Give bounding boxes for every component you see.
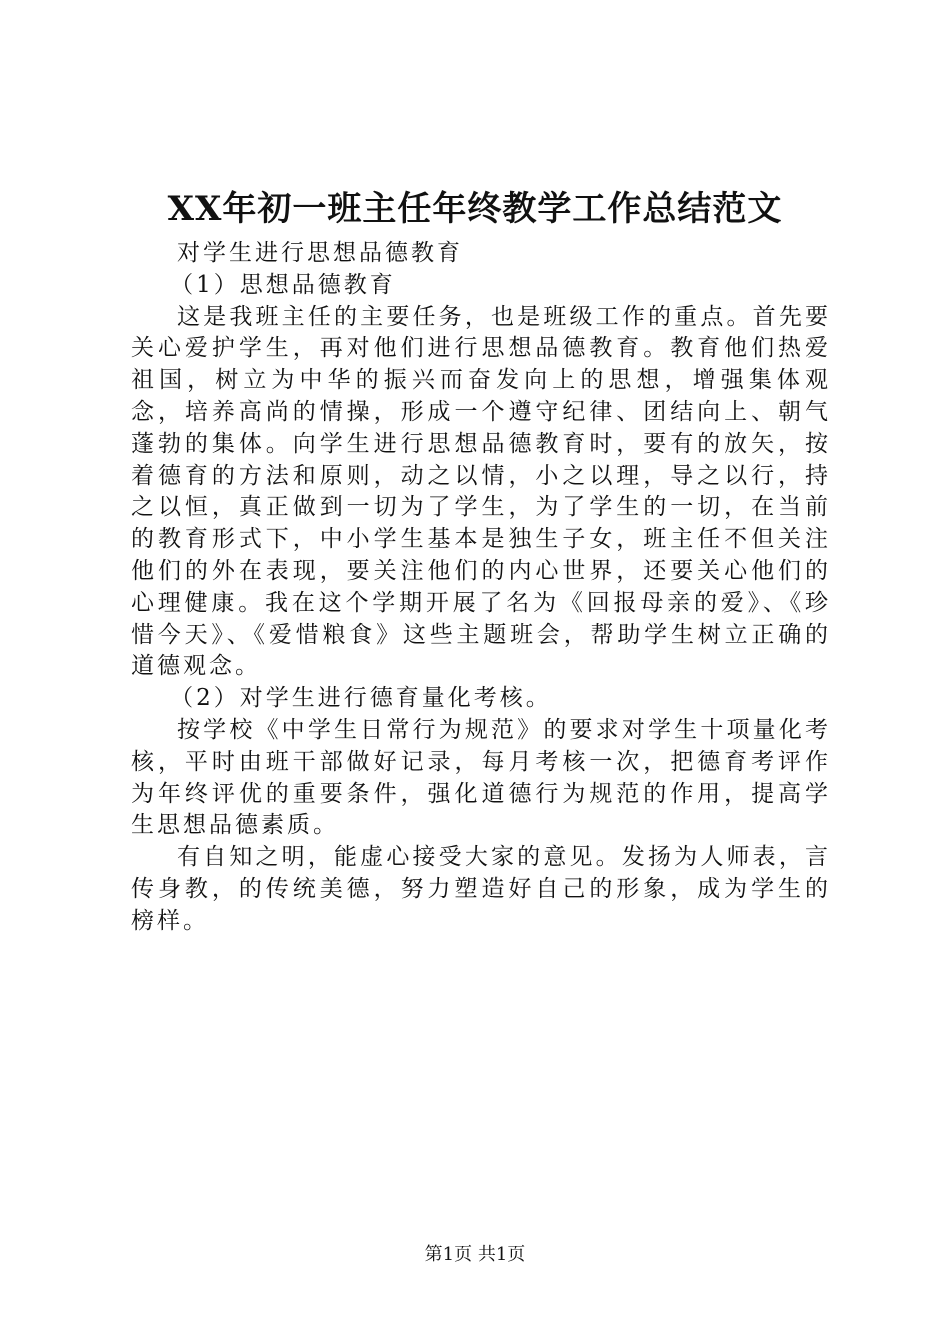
section-heading: 对学生进行思想品德教育 xyxy=(177,240,463,266)
body-paragraph-2: 按学校《中学生日常行为规范》的要求对学生十项量化考核，平时由班干部做好记录，每月考核一次，把德育考评作为年终评优的重要条件，强化道德行为规范的作用，提高学生思想品德素质。 xyxy=(131,716,831,839)
body-paragraph-3: 有自知之明，能虚心接受大家的意见。发扬为人师表，言传身教，的传统美德，努力塑造好自己的形象，成为学生的榜样。 xyxy=(131,844,831,934)
body-paragraph-1: 这是我班主任的主要任务，也是班级工作的重点。首先要关心爱护学生，再对他们进行思想品德教育。教育他们热爱祖国，树立为中华的振兴而奋发向上的思想，增强集体观念，培养高尚的情操，形成一个遵守纪律、团结向上、朝气蓬勃的集体。向学生进行思想品德教育时，要有的放矢，按着德育的方法和原则，动之以情，小之以理，导之以行，持之以恒，真正做到一切为了学生，为了学生的一切，在当前的教育形式下，中小学生基本是独生子女，班主任不但关注他们的外在表现，要关注他们的内心世界，还要关心他们的心理健康。我在这个学期开展了名为《回报母亲的爱》、《珍惜今天》、《爱惜粮食》这些主题班会，帮助学生树立正确的道德观念。 xyxy=(131,303,831,680)
page-footer: 第1页 共1页 xyxy=(424,1244,526,1265)
subsection-heading-1: （1）思想品德教育 xyxy=(170,271,396,298)
document-title: XX年初一班主任年终教学工作总结范文 xyxy=(167,189,783,229)
subsection-heading-2: （2）对学生进行德育量化考核。 xyxy=(170,685,552,712)
document-body xyxy=(131,238,831,938)
